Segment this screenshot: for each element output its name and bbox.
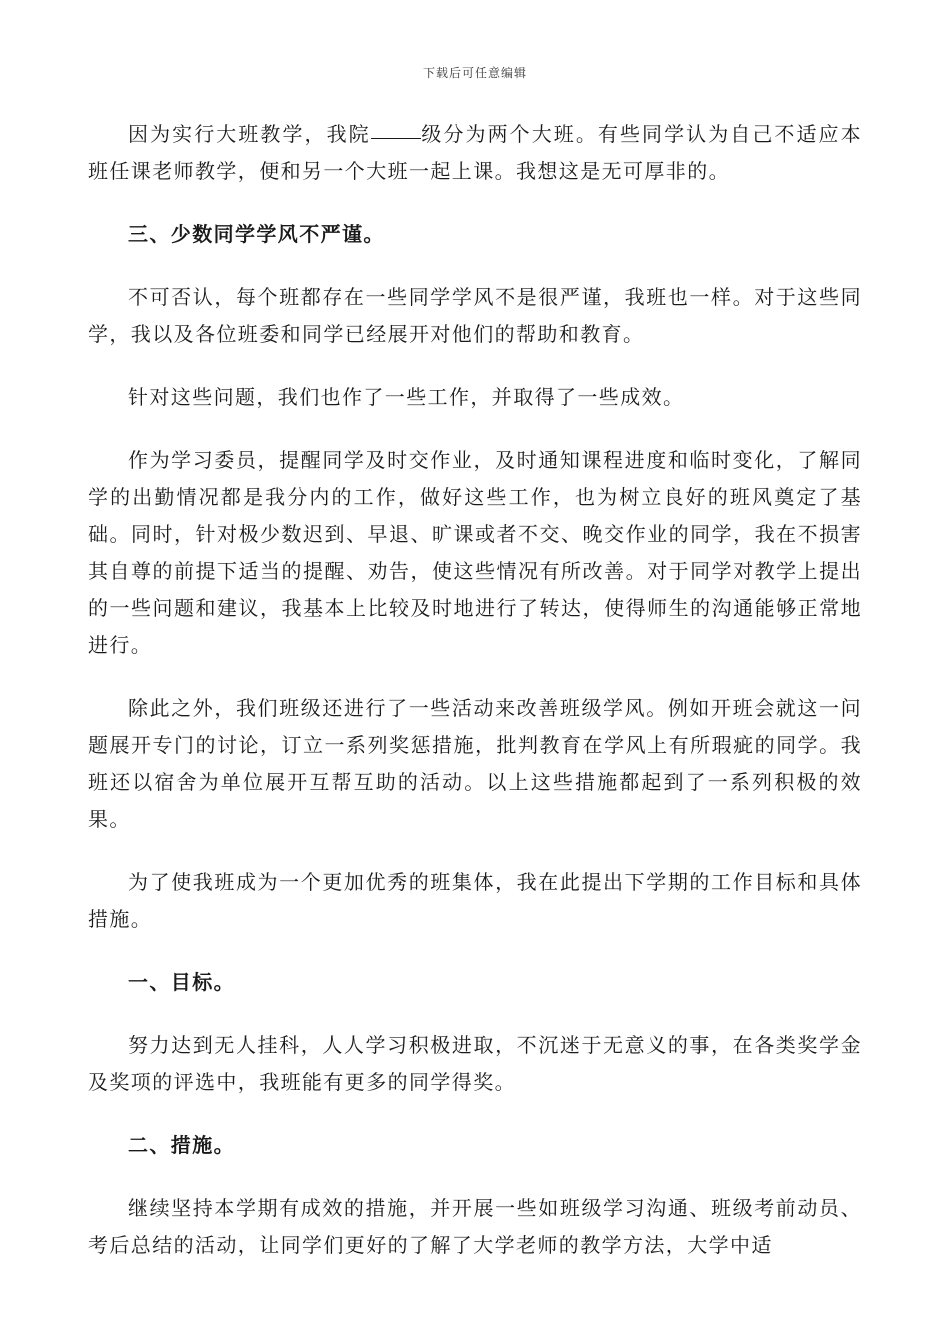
paragraph-measures: 继续坚持本学期有成效的措施，并开展一些如班级学习沟通、班级考前动员、考后总结的活动，让同学们更好的了解了大学老师的教学方法，大学中适 [88,1196,862,1257]
paragraph-efforts: 针对这些问题，我们也作了一些工作，并取得了一些成效。 [128,385,685,409]
heading-section-three: 三、少数同学学风不严谨。 [128,222,385,246]
document-body [88,116,862,1290]
paragraph-text-after-blank: 级分为两个大班。有些同学认为自己不适应本班任课老师教学，便和另一个大班一起上课。我想这是无可厚非的。 [88,122,863,183]
paragraph-goals: 努力达到无人挂科，人人学习积极进取，不沉迷于无意义的事，在各类奖学金及奖项的评选中，我班能有更多的同学得奖。 [88,1033,862,1094]
page-header: 下载后可任意编辑 [422,66,527,80]
paragraph-study-style: 不可否认，每个班都存在一些同学学风不是很严谨，我班也一样。对于这些同学，我以及各位班委和同学已经展开对他们的帮助和教育。 [88,285,862,346]
fill-in-blank [371,137,421,139]
heading-goals: 一、目标。 [128,970,235,994]
paragraph-text-before-blank: 因为实行大班教学，我院 [128,122,371,146]
heading-measures: 二、措施。 [128,1133,235,1157]
paragraph-class-split [88,116,862,190]
paragraph-class-activities: 除此之外，我们班级还进行了一些活动来改善班级学风。例如开班会就这一问题展开专门的讨论，订立一系列奖惩措施，批判教育在学风上有所瑕疵的同学。我班还以宿舍为单位展开互帮互助的活动。以上这些措施都起到了一系列积极的效果。 [88,696,862,831]
paragraph-next-term-intro: 为了使我班成为一个更加优秀的班集体，我在此提出下学期的工作目标和具体措施。 [88,870,862,931]
paragraph-study-committee-duties: 作为学习委员，提醒同学及时交作业，及时通知课程进度和临时变化，了解同学的出勤情况都是我分内的工作，做好这些工作，也为树立良好的班风奠定了基础。同时，针对极少数迟到、早退、旷课或者不交、晚交作业的同学，我在不损害其自尊的前提下适当的提醒、劝告，使这些情况有所改善。对于同学对教学上提出的一些问题和建议，我基本上比较及时地进行了转达，使得师生的沟通能够正常地进行。 [88,448,862,657]
